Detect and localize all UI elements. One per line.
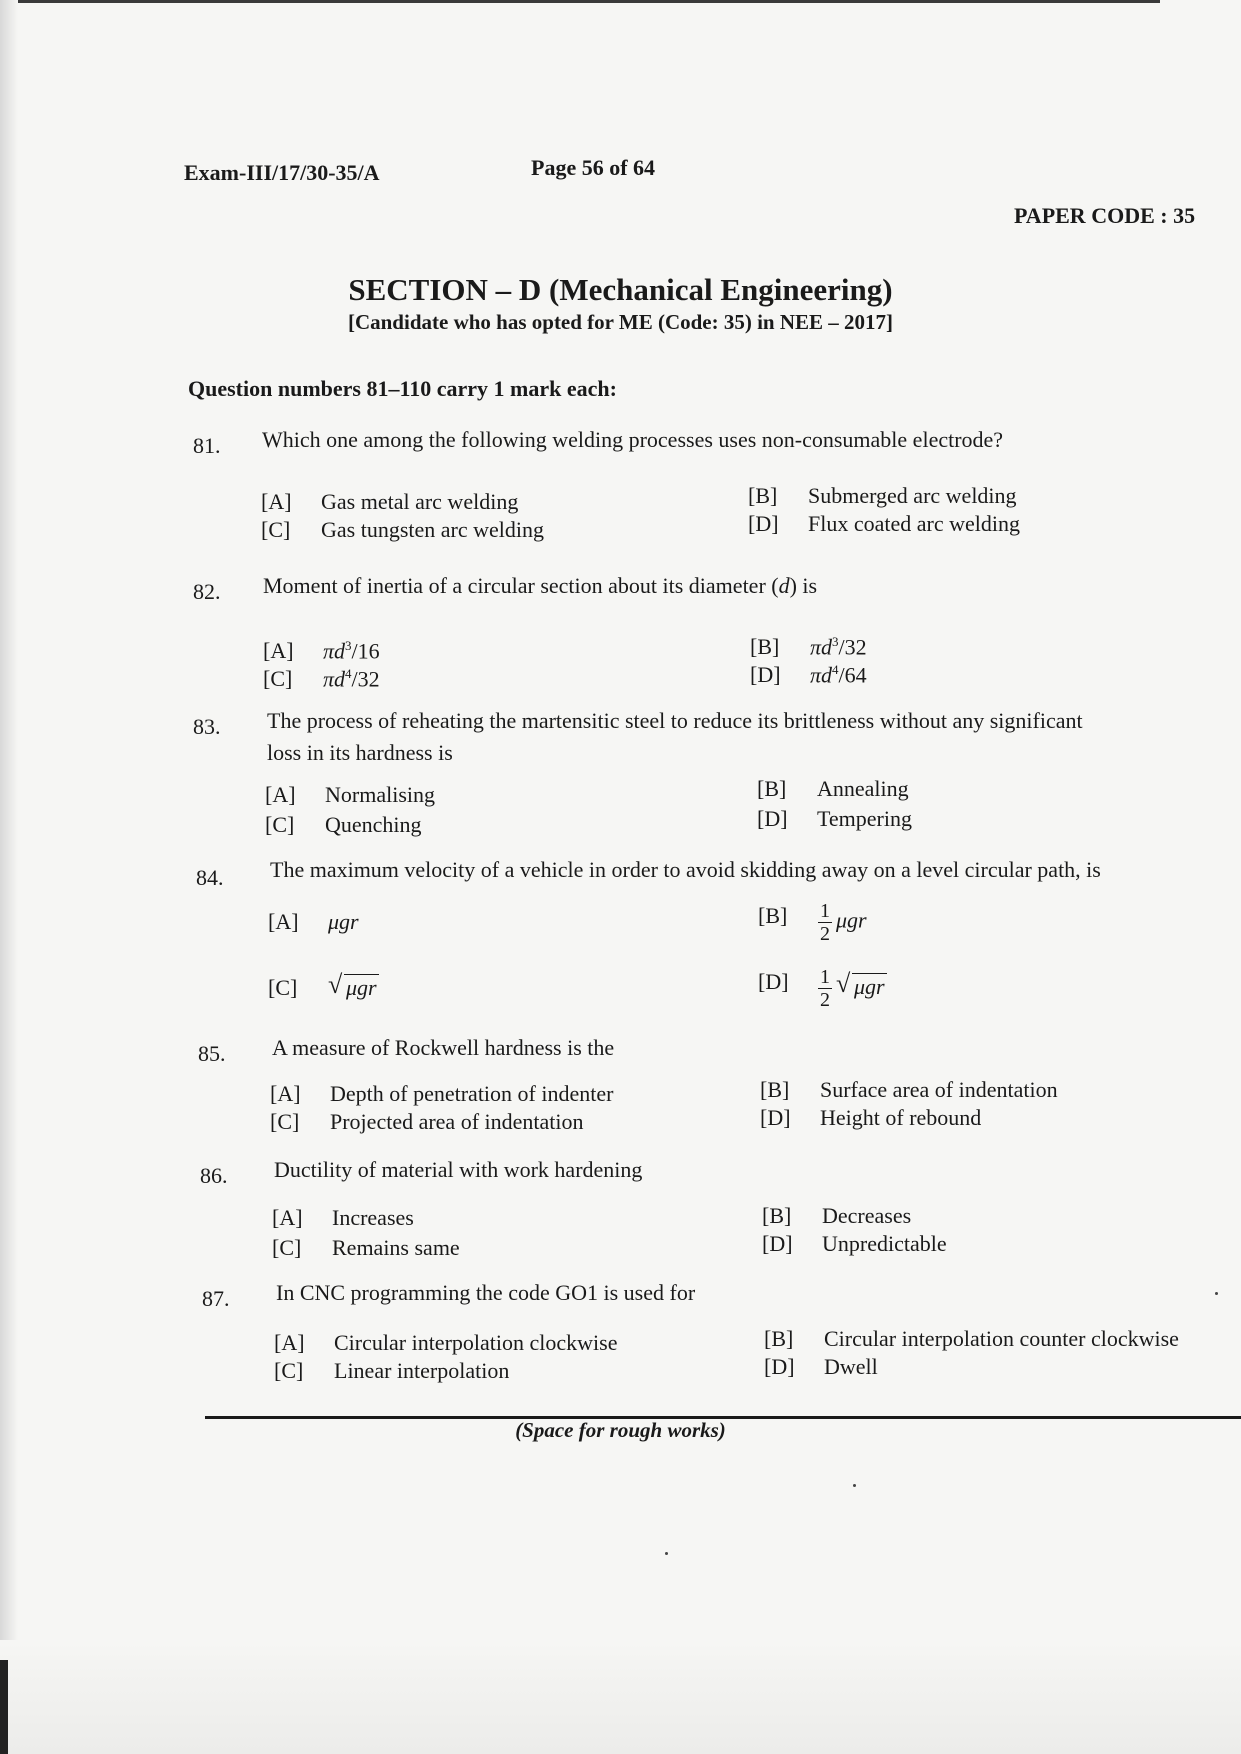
question-text: In CNC programming the code GO1 is used for bbox=[276, 1280, 696, 1305]
scan-bottom-shadow bbox=[0, 1640, 1241, 1754]
option-text: Annealing bbox=[817, 776, 909, 801]
option-label: [D] bbox=[758, 969, 789, 994]
option-b[interactable] bbox=[757, 773, 909, 805]
option-label: [C] bbox=[265, 812, 295, 837]
scan-speck bbox=[1215, 1292, 1218, 1295]
scan-top-edge bbox=[0, 0, 1160, 3]
option-text: Tempering bbox=[817, 806, 912, 831]
question-83 bbox=[193, 708, 1238, 841]
option-a[interactable]: [A] $\pi d^3/16$ bbox=[263, 630, 380, 667]
option-text: Quenching bbox=[325, 812, 422, 837]
option-label: [D] bbox=[757, 806, 788, 831]
option-text: Increases bbox=[332, 1205, 414, 1230]
scan-left-shadow bbox=[0, 0, 18, 1754]
option-label: [B] bbox=[750, 634, 780, 660]
option-d[interactable] bbox=[760, 1102, 981, 1134]
option-text: Decreases bbox=[822, 1203, 912, 1228]
section-title: SECTION – D (Mechanical Engineering) bbox=[348, 272, 893, 307]
question-81 bbox=[193, 427, 1233, 542]
question-text: Moment of inertia of a circular section about its diameter (d) is bbox=[263, 573, 818, 598]
option-label: [A] bbox=[261, 489, 292, 514]
option-text: Gas metal arc welding bbox=[321, 489, 519, 514]
scan-left-edge bbox=[0, 1660, 8, 1754]
rough-work-label: (Space for rough works) bbox=[515, 1418, 726, 1442]
option-d[interactable] bbox=[758, 966, 887, 1011]
option-text: Circular interpolation clockwise bbox=[334, 1330, 618, 1355]
exam-code: Exam-III/17/30-35/A bbox=[184, 160, 380, 185]
option-a[interactable] bbox=[265, 779, 435, 811]
option-text: Remains same bbox=[332, 1235, 460, 1260]
question-87 bbox=[202, 1280, 1241, 1393]
question-number: 84. bbox=[196, 865, 224, 890]
option-formula: μgr bbox=[836, 907, 867, 933]
option-b[interactable] bbox=[758, 900, 867, 945]
option-d[interactable] bbox=[757, 803, 912, 835]
option-text: Normalising bbox=[325, 782, 435, 807]
option-label: [B] bbox=[762, 1203, 792, 1228]
question-number: 81. bbox=[193, 433, 221, 458]
option-label: [D] bbox=[764, 1354, 795, 1379]
option-text: Depth of penetration of indenter bbox=[330, 1081, 614, 1106]
option-c[interactable] bbox=[270, 1106, 584, 1138]
question-86 bbox=[200, 1157, 1240, 1260]
question-84 bbox=[196, 857, 1236, 1022]
option-label: [A] bbox=[270, 1081, 301, 1106]
question-85 bbox=[198, 1035, 1238, 1138]
option-label: [B] bbox=[760, 1077, 790, 1102]
option-label: [A] bbox=[265, 782, 296, 807]
option-label: [C] bbox=[263, 666, 293, 692]
page-number: Page 56 of 64 bbox=[531, 155, 656, 180]
question-text: Which one among the following welding processes uses non-consumable electrode? bbox=[262, 427, 1004, 452]
option-label: [C] bbox=[274, 1358, 304, 1383]
marks-instruction: Question numbers 81–110 carry 1 mark each: bbox=[188, 376, 617, 401]
square-root: √ μgr bbox=[836, 968, 885, 999]
option-d[interactable] bbox=[748, 508, 1020, 540]
option-c[interactable] bbox=[265, 809, 422, 841]
option-text: Unpredictable bbox=[822, 1231, 947, 1256]
fraction: $\frac{1}{2}$ bbox=[820, 966, 830, 1011]
fraction: $\frac{1}{2}$ bbox=[820, 900, 830, 945]
option-b[interactable]: [B] $\pi d^3/32$ bbox=[750, 626, 867, 663]
question-number: 82. bbox=[193, 579, 221, 604]
option-text: Linear interpolation bbox=[334, 1358, 510, 1383]
option-text: Circular interpolation counter clockwise bbox=[824, 1326, 1179, 1351]
option-text: Dwell bbox=[824, 1354, 878, 1379]
square-root: √ μgr bbox=[328, 970, 377, 1000]
option-d[interactable] bbox=[762, 1228, 947, 1260]
question-number: 87. bbox=[202, 1286, 230, 1311]
option-text: Surface area of indentation bbox=[820, 1077, 1058, 1102]
option-label: [D] bbox=[750, 662, 781, 688]
option-label: [C] bbox=[268, 975, 298, 1000]
option-c[interactable] bbox=[268, 972, 379, 1004]
option-c[interactable] bbox=[261, 514, 544, 546]
option-label: [B] bbox=[757, 776, 787, 801]
option-label: [D] bbox=[748, 511, 779, 536]
question-text-line-1: The process of reheating the martensitic steel to reduce its brittleness without any significant bbox=[267, 708, 1083, 733]
section-subtitle: [Candidate who has opted for ME (Code: 35) in NEE – 2017] bbox=[347, 310, 894, 334]
option-label: [A] bbox=[272, 1205, 303, 1230]
option-d[interactable]: [D] $\pi d^4/64$ bbox=[750, 654, 867, 691]
option-label: [A] bbox=[274, 1330, 305, 1355]
option-text: Height of rebound bbox=[820, 1105, 982, 1130]
option-d[interactable] bbox=[764, 1351, 878, 1383]
paper-code: PAPER CODE : 35 bbox=[1014, 203, 1196, 228]
question-number: 83. bbox=[193, 714, 221, 739]
scan-speck bbox=[665, 1552, 668, 1555]
question-text: Ductility of material with work hardening bbox=[274, 1157, 643, 1182]
question-number: 85. bbox=[198, 1041, 226, 1066]
option-a[interactable] bbox=[268, 906, 359, 938]
option-text: Flux coated arc welding bbox=[808, 511, 1020, 536]
option-text: Submerged arc welding bbox=[808, 483, 1017, 508]
question-82 bbox=[193, 573, 1233, 692]
option-label: [D] bbox=[762, 1231, 793, 1256]
option-c[interactable] bbox=[274, 1355, 509, 1387]
option-label: [C] bbox=[261, 517, 291, 542]
option-label: [B] bbox=[764, 1326, 794, 1351]
option-label: [B] bbox=[748, 483, 778, 508]
option-text: Gas tungsten arc welding bbox=[321, 517, 544, 542]
option-label: [A] bbox=[268, 909, 299, 934]
option-label: [C] bbox=[270, 1109, 300, 1134]
option-formula: μgr bbox=[328, 909, 359, 934]
option-a[interactable] bbox=[272, 1202, 414, 1234]
question-number: 86. bbox=[200, 1163, 228, 1188]
question-text: A measure of Rockwell hardness is the bbox=[272, 1035, 615, 1060]
option-label: [D] bbox=[760, 1105, 791, 1130]
option-c[interactable] bbox=[272, 1232, 460, 1264]
question-text: The maximum velocity of a vehicle in order to avoid skidding away on a level circular path, is bbox=[270, 857, 1101, 882]
scan-speck bbox=[853, 1484, 856, 1487]
option-label: [B] bbox=[758, 903, 788, 928]
option-label: [C] bbox=[272, 1235, 302, 1260]
option-label: [A] bbox=[263, 638, 294, 664]
option-text: Projected area of indentation bbox=[330, 1109, 584, 1134]
question-text-line-2: loss in its hardness is bbox=[267, 740, 453, 765]
option-c[interactable]: [C] $\pi d^4/32$ bbox=[263, 658, 380, 695]
